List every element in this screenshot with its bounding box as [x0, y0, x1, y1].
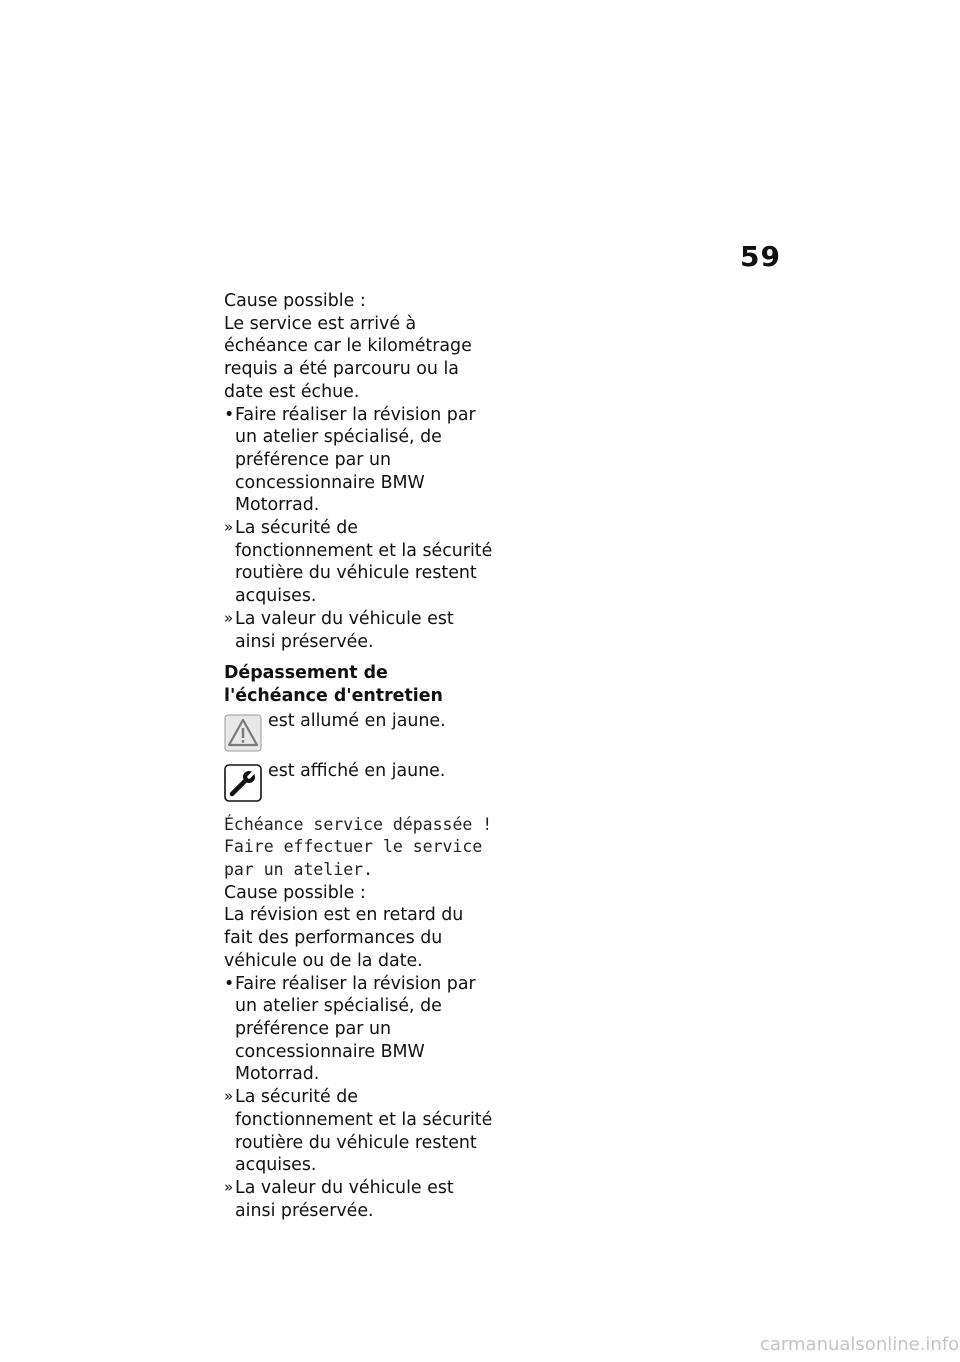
result-item: » La sécurité de fonctionnement et la sécurité routière du véhicule restent acquises.: [224, 517, 496, 608]
section-heading: Dépassement de l'échéance d'entretien: [224, 663, 443, 706]
action-item: • Faire réaliser la révision par un atelier spécialisé, de préférence par un concessionnaire BMW Motorrad.: [224, 973, 496, 1087]
warning-indicator-row: [224, 710, 496, 752]
wrench-icon: [224, 764, 262, 802]
result-item: » La sécurité de fonctionnement et la sécurité routière du véhicule restent acquises.: [224, 1086, 496, 1177]
cause-text: La révision est en retard du fait des performances du véhicule ou de la date.: [224, 905, 464, 971]
cause-text: Le service est arrivé à échéance car le kilométrage requis a été parcouru ou la date est échue.: [224, 313, 472, 402]
action-item: • Faire réaliser la révision par un atelier spécialisé, de préférence par un concessionnaire BMW Motorrad.: [224, 404, 496, 518]
warning-indicator-text: est allumé en jaune.: [268, 710, 446, 731]
cause-label: Cause possible :: [224, 291, 366, 311]
warning-triangle-icon: [224, 714, 262, 752]
service-indicator-row: [224, 760, 496, 802]
page-number: 59: [740, 240, 781, 273]
content-column: [224, 290, 496, 1222]
result-item: » La valeur du véhicule est ainsi préservée.: [224, 1177, 496, 1222]
cause-label: Cause possible :: [224, 882, 366, 903]
display-message: Échéance service dépassée ! Faire effectuer le service par un atelier.: [224, 814, 493, 880]
result-item: » La valeur du véhicule est ainsi préservée.: [224, 608, 496, 653]
watermark: carmanualsonline.info: [760, 1334, 960, 1355]
service-indicator-text: est affiché en jaune.: [268, 760, 446, 781]
